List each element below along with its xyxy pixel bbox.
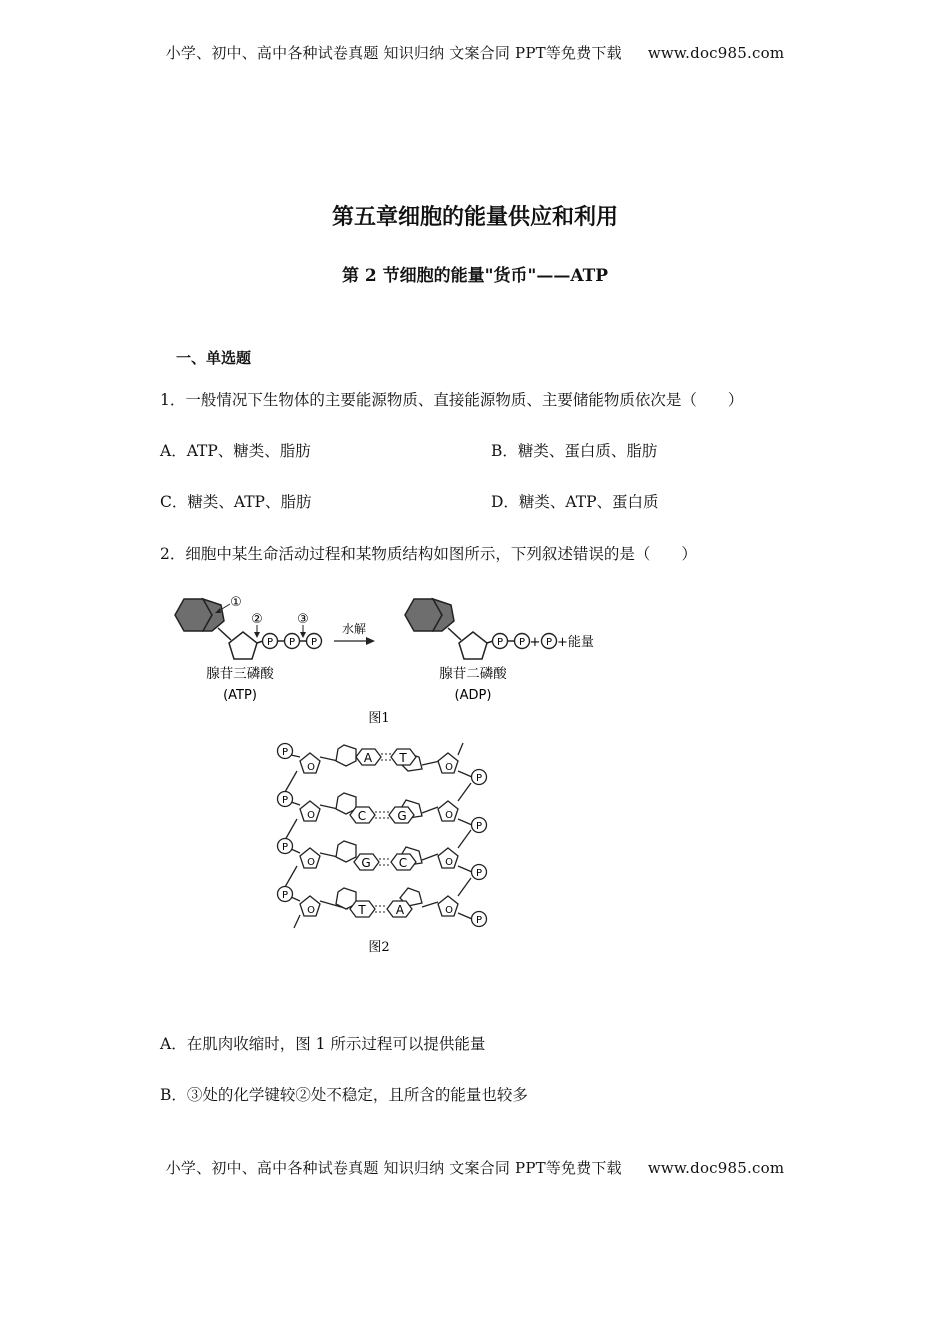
adp-abbr: (ADP) <box>454 688 492 703</box>
q2-stem: 2．细胞中某生命活动过程和某物质结构如图所示，下列叙述错误的是（ ） <box>160 545 697 563</box>
svg-text:P: P <box>518 637 526 648</box>
marker-1: ① <box>230 595 242 610</box>
footer-text: 小学、初中、高中各种试卷真题 知识归纳 文案合同 PPT等免费下载 <box>165 1159 622 1177</box>
header-url[interactable]: www.doc985.com <box>647 44 785 62</box>
svg-text:P: P <box>475 868 483 879</box>
right-phosphates <box>472 770 487 927</box>
base-pair-4 <box>350 901 412 917</box>
atp-adenine-base <box>175 599 224 631</box>
plus-sign: + <box>529 635 541 650</box>
atp-phosphate-2 <box>285 634 300 649</box>
svg-text:C: C <box>357 809 367 823</box>
base-rings <box>336 745 422 909</box>
atp-name: 腺苷三磷酸 <box>206 666 274 682</box>
section-title: 第 2 节细胞的能量"货币"——ATP <box>341 266 609 286</box>
footer-url[interactable]: www.doc985.com <box>647 1159 785 1177</box>
svg-text:C: C <box>398 856 408 870</box>
svg-text:P: P <box>281 795 289 806</box>
marker-3: ③ <box>297 612 309 627</box>
atp-abbr: (ATP) <box>223 688 257 703</box>
page-header <box>0 42 950 63</box>
svg-text:O: O <box>445 857 453 868</box>
hydrolysis-label: 水解 <box>341 622 367 636</box>
svg-text:P: P <box>281 842 289 853</box>
atp-phosphate-3 <box>307 634 322 649</box>
atp-ribose <box>229 632 257 659</box>
q2-option-b: B．③处的化学键较②处不稳定，且所含的能量也较多 <box>160 1086 528 1104</box>
svg-text:O: O <box>307 762 315 773</box>
energy-label: +能量 <box>557 635 594 650</box>
adp-ribose <box>459 632 487 659</box>
figure-2-caption: 图2 <box>368 940 390 955</box>
svg-text:A: A <box>363 751 373 765</box>
q1-stem: 1．一般情况下生物体的主要能源物质、直接能源物质、主要储能物质依次是（ ） <box>160 391 744 409</box>
right-sugars <box>438 753 458 916</box>
atp-phosphate-1 <box>263 634 278 649</box>
adp-phosphate-1 <box>493 634 508 649</box>
figure-2-dna-structure <box>268 733 500 958</box>
page-footer <box>0 1157 950 1178</box>
part-heading: 一、单选题 <box>176 349 252 367</box>
svg-text:T: T <box>399 751 407 765</box>
q1-option-c: C．糖类、ATP、脂肪 <box>160 493 312 511</box>
svg-text:G: G <box>397 809 407 823</box>
svg-text:O: O <box>307 905 315 916</box>
svg-text:O: O <box>307 810 315 821</box>
svg-text:O: O <box>445 810 453 821</box>
svg-text:O: O <box>445 905 453 916</box>
base-pair-3 <box>354 854 416 870</box>
base-pair-2 <box>350 807 414 823</box>
svg-text:P: P <box>545 637 553 648</box>
svg-text:P: P <box>496 637 504 648</box>
svg-text:O: O <box>445 762 453 773</box>
q2-option-a: A．在肌肉收缩时，图 1 所示过程可以提供能量 <box>160 1035 486 1053</box>
chapter-title: 第五章细胞的能量供应和利用 <box>331 204 618 230</box>
svg-text:P: P <box>266 637 274 648</box>
base-pair-1 <box>356 749 416 765</box>
figure-1-caption: 图1 <box>368 711 390 726</box>
svg-text:P: P <box>310 637 318 648</box>
svg-text:P: P <box>288 637 296 648</box>
header-text: 小学、初中、高中各种试卷真题 知识归纳 文案合同 PPT等免费下载 <box>165 44 622 62</box>
q1-option-d: D．糖类、ATP、蛋白质 <box>491 493 659 511</box>
svg-text:G: G <box>361 856 371 870</box>
svg-text:P: P <box>281 890 289 901</box>
marker-2: ② <box>251 612 263 627</box>
svg-text:T: T <box>358 903 366 917</box>
q1-option-b: B．糖类、蛋白质、脂肪 <box>491 442 658 460</box>
figure-1-atp-hydrolysis <box>160 588 620 730</box>
svg-text:P: P <box>475 915 483 926</box>
adp-adenine-base <box>405 599 454 631</box>
free-phosphate <box>542 634 557 649</box>
svg-text:P: P <box>281 747 289 758</box>
adp-phosphate-2 <box>515 634 530 649</box>
svg-text:A: A <box>395 903 405 917</box>
svg-text:P: P <box>475 821 483 832</box>
svg-text:P: P <box>475 773 483 784</box>
adp-name: 腺苷二磷酸 <box>439 666 507 682</box>
svg-text:O: O <box>307 857 315 868</box>
left-sugars <box>300 753 320 916</box>
q1-option-a: A．ATP、糖类、脂肪 <box>160 442 311 460</box>
